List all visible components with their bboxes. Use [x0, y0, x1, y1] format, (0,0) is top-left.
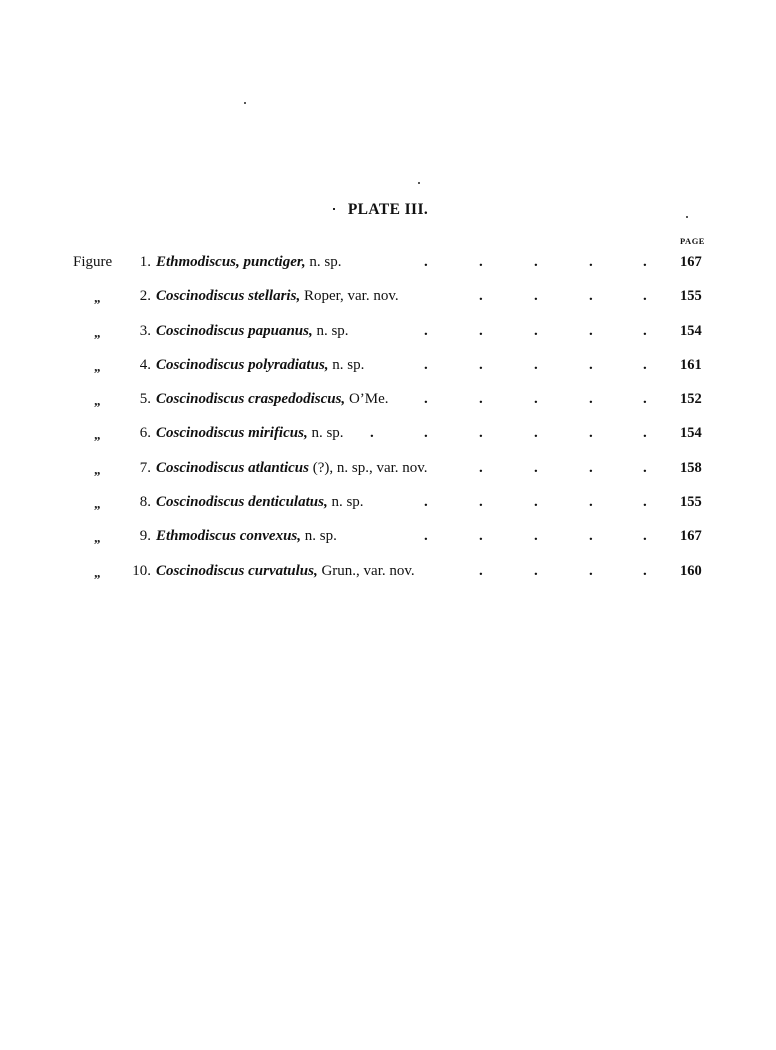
species-name: Coscinodiscus stellaris,	[156, 288, 301, 305]
ditto-mark: „	[94, 358, 101, 374]
figure-number: 9.	[139, 528, 151, 545]
species-note: Grun., var. nov.	[317, 562, 415, 579]
species-note: n. sp.	[307, 425, 344, 442]
dot-leaders: . . . . .	[424, 494, 647, 511]
figure-number: 6.	[139, 425, 151, 442]
dot-leaders: . . . . . .	[370, 425, 647, 442]
figure-label: Figure	[73, 254, 113, 270]
page-number: 152	[680, 391, 702, 408]
ditto-mark: „	[94, 393, 101, 409]
page-number: 154	[680, 322, 702, 339]
species-note: n. sp.	[327, 494, 364, 511]
scan-speck	[244, 102, 246, 104]
ditto-mark: „	[94, 290, 101, 306]
species-note: Roper, var. nov.	[300, 288, 399, 305]
figure-number: 10.	[132, 562, 151, 579]
page-number: 155	[680, 494, 702, 511]
species-name: Coscinodiscus curvatulus,	[156, 562, 318, 579]
figure-entry	[0, 528, 776, 562]
figure-entry	[0, 563, 776, 597]
page-number: 161	[680, 356, 702, 373]
dot-leaders: . . . .	[479, 288, 647, 305]
page-number: 158	[680, 459, 702, 476]
figure-number: 4.	[139, 356, 151, 373]
species-note: n. sp.	[312, 322, 349, 339]
figure-entry	[0, 254, 776, 288]
plate-title	[0, 201, 776, 219]
species-note: n. sp.	[328, 356, 365, 373]
ditto-mark: „	[94, 530, 101, 546]
species-note: n. sp.	[301, 528, 337, 545]
figure-entry	[0, 494, 776, 528]
leader-dot	[333, 208, 335, 210]
species-name: Coscinodiscus papuanus,	[156, 322, 313, 339]
species-name: Ethmodiscus, punctiger,	[156, 254, 306, 270]
figure-entry	[0, 391, 776, 425]
figure-entry	[0, 288, 776, 322]
figure-number: 7.	[139, 459, 151, 476]
figure-entry	[0, 357, 776, 391]
page-number: 167	[680, 254, 702, 270]
species-name: Ethmodiscus convexus,	[156, 528, 302, 545]
species-name: Coscinodiscus atlanticus	[156, 459, 309, 476]
figure-entry	[0, 460, 776, 494]
figure-entry	[0, 425, 776, 459]
species-name: Coscinodiscus polyradiatus,	[156, 356, 329, 373]
page-number: 154	[680, 425, 702, 442]
dot-leaders: . . . . .	[424, 254, 647, 270]
plate-title-text: PLATE III.	[347, 201, 429, 218]
dot-leaders: . . . .	[479, 562, 647, 579]
species-note: O’Me.	[345, 391, 389, 408]
species-name: Coscinodiscus craspedodiscus,	[156, 391, 346, 408]
dot-leaders: . . . . .	[424, 356, 647, 373]
figure-number: 3.	[139, 322, 151, 339]
dot-leaders: . . . . .	[424, 528, 647, 545]
figure-list	[0, 254, 776, 597]
page-number: 155	[680, 288, 702, 305]
species-note: n. sp.	[305, 254, 342, 270]
ditto-mark: „	[94, 496, 101, 512]
ditto-mark: „	[94, 427, 101, 443]
scan-speck	[418, 182, 420, 184]
page-column-header: PAGE	[680, 236, 705, 246]
figure-number: 1.	[139, 254, 151, 270]
ditto-mark: „	[94, 564, 101, 580]
figure-entry	[0, 323, 776, 357]
species-name: Coscinodiscus mirificus,	[156, 425, 308, 442]
page-number: 167	[680, 528, 702, 545]
dot-leaders: . . . . .	[424, 322, 647, 339]
page-number: 160	[680, 562, 702, 579]
ditto-mark: „	[94, 324, 101, 340]
species-name: Coscinodiscus denticulatus,	[156, 494, 328, 511]
figure-number: 5.	[139, 391, 151, 408]
figure-number: 2.	[139, 288, 151, 305]
figure-number: 8.	[139, 494, 151, 511]
dot-leaders: . . . .	[479, 459, 647, 476]
dot-leaders: . . . . .	[424, 391, 647, 408]
ditto-mark: „	[94, 461, 101, 477]
species-note: (?), n. sp., var. nov.	[308, 459, 428, 476]
